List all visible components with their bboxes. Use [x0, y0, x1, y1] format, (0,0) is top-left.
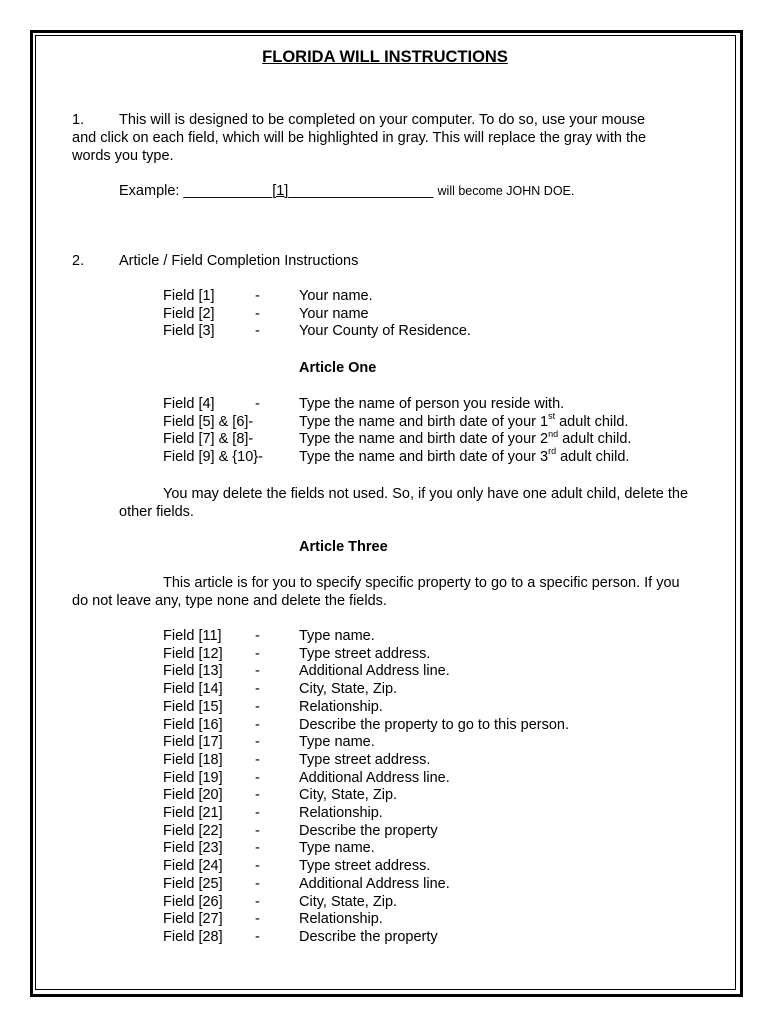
field-description-tail: adult child. — [558, 431, 632, 448]
section-1-number: 1. — [72, 112, 85, 128]
field-label: Field [15] — [163, 698, 223, 715]
field-label: Field [27] — [163, 911, 223, 928]
field-description: Type name. — [299, 734, 375, 751]
field-label: Field [17] — [163, 734, 223, 751]
field-description: Your name. — [299, 288, 373, 304]
field-dash: - — [255, 911, 260, 928]
field-dash: - — [255, 822, 260, 839]
field-label: Field [16] — [163, 716, 223, 733]
field-description: Additional Address line. — [299, 769, 450, 786]
field-description-tail: adult child. — [555, 413, 629, 430]
field-description: Describe the property — [299, 822, 438, 839]
field-description: Relationship. — [299, 805, 383, 821]
field-label: Field [12] — [163, 645, 223, 662]
example-blank-left: ___________ — [183, 183, 273, 199]
field-dash: - — [255, 893, 260, 910]
field-description — [299, 448, 629, 466]
article-one-note: You may delete the fields not used. So, if you only have one adult child, delete the other fields. — [119, 486, 689, 520]
field-label: Field [5] & [6]- — [163, 413, 254, 430]
field-description: Additional Address line. — [299, 663, 450, 680]
field-dash: - — [255, 681, 260, 698]
example-field: [1] — [272, 183, 289, 199]
field-description — [299, 430, 631, 448]
document-title: FLORIDA WILL INSTRUCTIONS — [262, 48, 508, 66]
article-one-heading: Article One — [299, 360, 377, 376]
field-label: Field [23] — [163, 840, 223, 857]
field-label: Field [11] — [163, 628, 222, 644]
example-blank-right: __________________ — [288, 183, 434, 199]
field-label: Field [13] — [163, 663, 223, 680]
field-label: Field [22] — [163, 822, 223, 839]
field-dash: - — [255, 805, 260, 821]
field-dash: - — [255, 645, 260, 662]
ordinal-suffix: st — [548, 410, 556, 421]
field-dash: - — [255, 288, 260, 304]
field-dash: - — [255, 305, 260, 322]
field-dash: - — [255, 323, 260, 340]
field-dash: - — [255, 875, 260, 892]
field-description: Type street address. — [299, 751, 431, 768]
field-dash: - — [255, 396, 260, 412]
field-label: Field [18] — [163, 751, 223, 768]
field-label: Field [7] & [8]- — [163, 431, 254, 448]
field-description: Describe the property — [299, 928, 438, 945]
field-dash: - — [255, 928, 260, 945]
field-dash: - — [255, 751, 260, 768]
field-description: Type name. — [299, 628, 375, 644]
field-description: Type name. — [299, 840, 375, 857]
field-label: Field [21] — [163, 805, 223, 821]
field-label: Field [25] — [163, 875, 223, 892]
field-description: City, State, Zip. — [299, 681, 398, 698]
example-result: will become JOHN DOE. — [437, 184, 575, 198]
field-description: Type the name of person you reside with. — [299, 396, 565, 412]
field-label: Field [2] — [163, 305, 215, 322]
field-label: Field [9] & {10}- — [163, 449, 263, 466]
field-description: Your County of Residence. — [299, 323, 471, 340]
field-dash: - — [255, 769, 260, 786]
field-description: Relationship. — [299, 698, 383, 715]
section-1-text-line1: This will is designed to be completed on your computer. To do so, use your mouse — [119, 112, 646, 128]
field-description: City, State, Zip. — [299, 787, 398, 804]
ordinal-suffix: nd — [548, 428, 559, 439]
field-description: Relationship. — [299, 911, 383, 928]
field-description: Your name — [299, 305, 369, 322]
field-label: Field [19] — [163, 769, 223, 786]
field-label: Field [1] — [163, 288, 215, 304]
field-description: Type street address. — [299, 858, 431, 875]
field-label: Field [3] — [163, 323, 215, 340]
field-dash: - — [255, 716, 260, 733]
article-three-note: This article is for you to specify specific property to go to a specific person. If you do not leave any, type none and delete the fields. — [72, 575, 680, 609]
field-label: Field [26] — [163, 893, 223, 910]
field-description — [299, 410, 629, 431]
example-label: Example: — [119, 183, 180, 199]
field-description: City, State, Zip. — [299, 893, 398, 910]
field-label: Field [14] — [163, 681, 223, 698]
field-dash: - — [255, 663, 260, 680]
field-label: Field [20] — [163, 787, 223, 804]
field-label: Field [28] — [163, 928, 223, 945]
field-dash: - — [255, 858, 260, 875]
field-dash: - — [255, 734, 260, 751]
field-dash: - — [255, 840, 260, 857]
field-description-text: Type the name and birth date of your 2 — [299, 431, 549, 448]
field-dash: - — [255, 698, 260, 715]
field-description-text: Type the name and birth date of your 1 — [299, 413, 549, 430]
field-label: Field [4] — [163, 396, 215, 412]
section-2-heading: Article / Field Completion Instructions — [119, 253, 359, 269]
field-description-text: Type the name and birth date of your 3 — [299, 449, 549, 466]
field-description: Additional Address line. — [299, 875, 450, 892]
article-three-heading: Article Three — [299, 539, 388, 555]
field-description: Describe the property to go to this person. — [299, 716, 570, 733]
section-1-text-rest: and click on each field, which will be highlighted in gray. This will replace the gray with the words you type. — [72, 130, 647, 164]
section-2-number: 2. — [72, 253, 85, 269]
field-description: Type street address. — [299, 645, 431, 662]
field-label: Field [24] — [163, 858, 223, 875]
example-line — [119, 182, 574, 200]
field-description-tail: adult child. — [556, 449, 630, 466]
field-dash: - — [255, 787, 260, 804]
field-dash: - — [255, 628, 260, 644]
ordinal-suffix: rd — [548, 446, 557, 457]
